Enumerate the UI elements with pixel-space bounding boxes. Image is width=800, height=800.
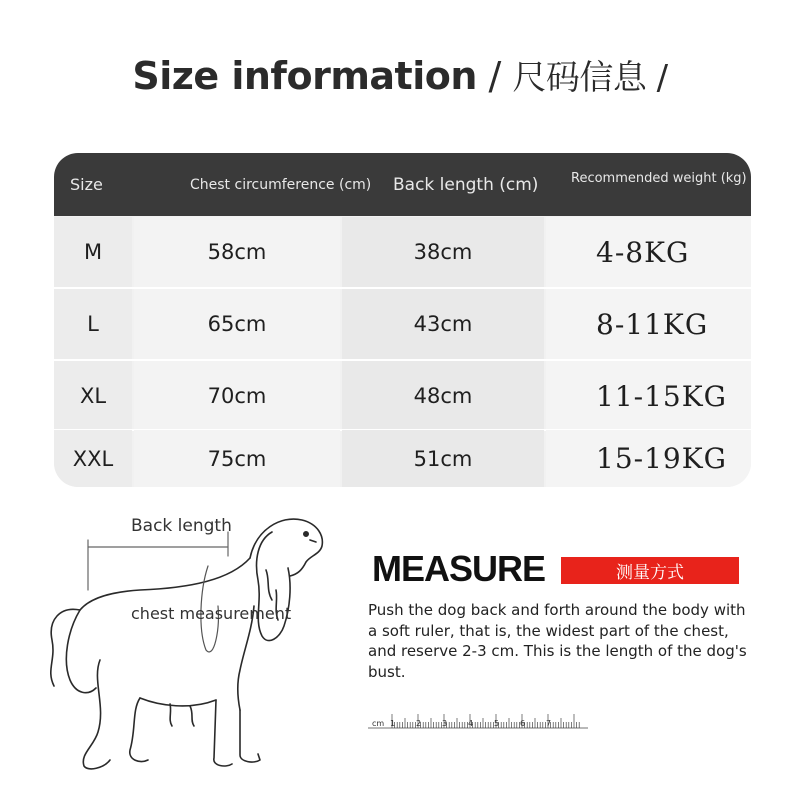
table-row — [54, 217, 751, 287]
title-separator: / — [476, 54, 513, 98]
cell-weight: 8-11KG — [546, 289, 751, 359]
back-length-label: Back length — [131, 516, 232, 536]
measure-instructions: Push the dog back and forth around the body with a soft ruler, that is, the widest part of the chest, and reserve 2-3 cm. This is the length of the dog's bust. — [368, 601, 747, 681]
header-chest: Chest circumference (cm) — [190, 176, 372, 193]
table-header — [54, 153, 751, 216]
ruler-number: 7 — [546, 719, 552, 728]
cell-back: 38cm — [342, 217, 544, 287]
cell-size: XXL — [54, 430, 132, 487]
table-row — [54, 289, 751, 359]
cell-size: M — [54, 217, 132, 287]
table-row — [54, 430, 751, 487]
size-table — [54, 153, 751, 487]
cell-size: L — [54, 289, 132, 359]
measure-badge: 测量方式 — [561, 557, 739, 584]
ruler-number: 5 — [494, 719, 500, 728]
cell-weight: 15-19KG — [546, 430, 751, 487]
cell-back: 51cm — [342, 430, 544, 487]
cell-weight: 11-15KG — [546, 361, 751, 431]
chest-measurement-label: chest measurement — [131, 604, 292, 623]
measure-title: MEASURE — [372, 548, 546, 589]
cell-back: 48cm — [342, 361, 544, 431]
ruler-number: 2 — [416, 719, 422, 728]
cell-chest: 65cm — [134, 289, 340, 359]
cell-chest: 75cm — [134, 430, 340, 487]
header-back: Back length (cm) — [393, 174, 539, 195]
ruler-number: 6 — [520, 719, 526, 728]
title-chinese: 尺码信息 / — [512, 58, 668, 98]
page-title — [0, 50, 800, 99]
header-size: Size — [70, 175, 103, 194]
header-weight: Recommended weight (kg) — [571, 171, 747, 186]
title-english: Size information — [132, 54, 477, 98]
cell-size: XL — [54, 361, 132, 431]
ruler-unit: cm — [372, 719, 385, 728]
ruler-number: 1 — [390, 719, 396, 728]
cell-chest: 58cm — [134, 217, 340, 287]
ruler-number: 3 — [442, 719, 448, 728]
ruler-icon — [368, 698, 588, 732]
cell-chest: 70cm — [134, 361, 340, 431]
ruler-number: 4 — [468, 719, 474, 728]
cell-weight: 4-8KG — [546, 217, 751, 287]
table-row — [54, 361, 751, 431]
cell-back: 43cm — [342, 289, 544, 359]
dog-illustration — [40, 510, 360, 790]
